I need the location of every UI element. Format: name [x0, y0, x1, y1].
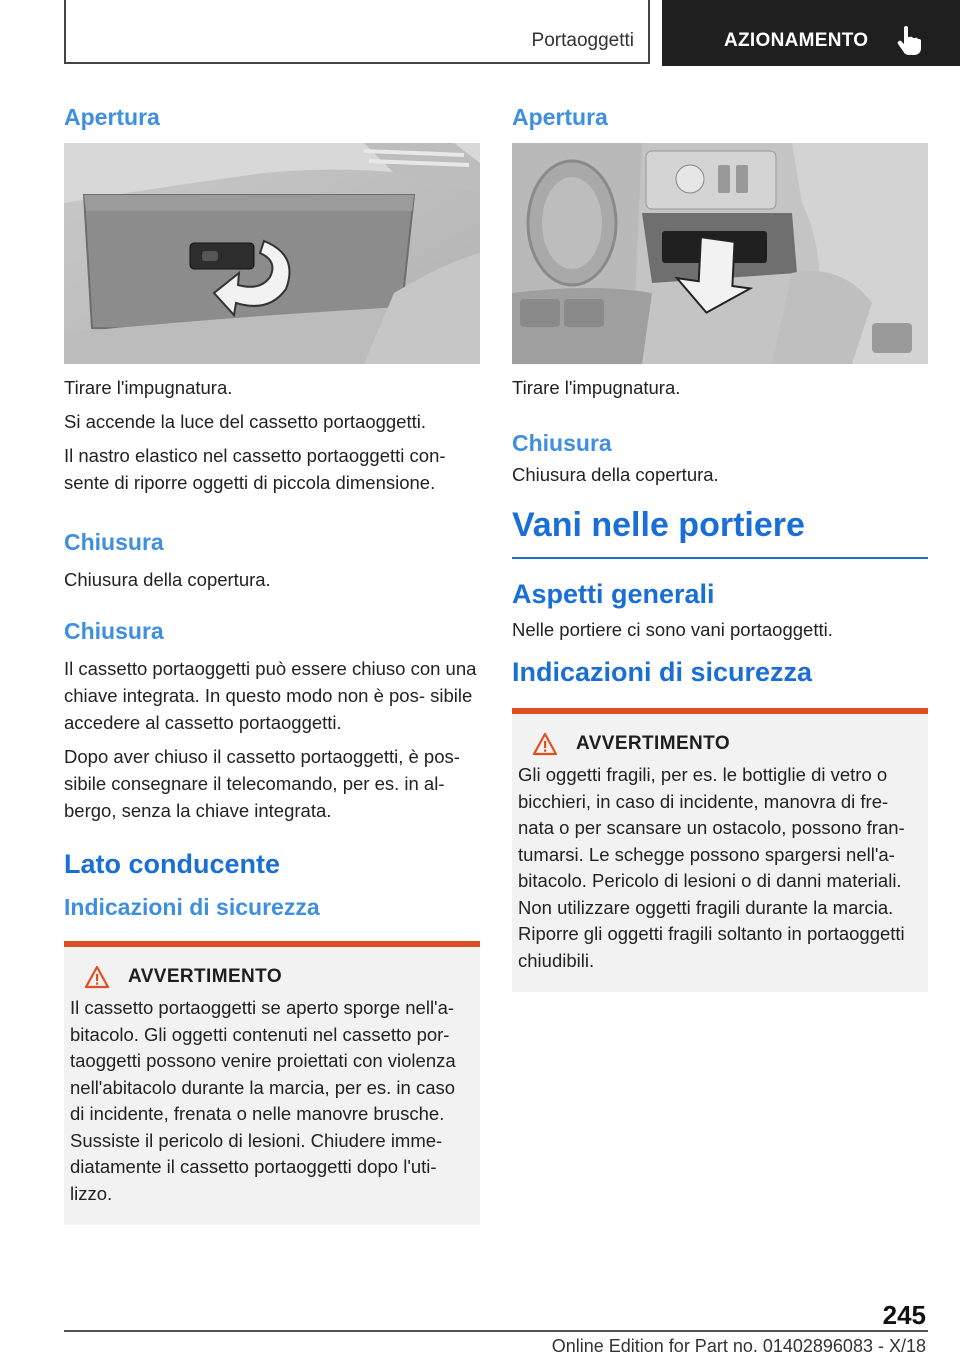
safety-heading-left: Indicazioni di sicurezza [64, 894, 320, 920]
closing-heading-right: Chiusura [512, 430, 612, 456]
opening-light-note: Si accende la luce del cassetto portaoggetti. [64, 411, 427, 432]
page-number: 245 [882, 1300, 926, 1330]
page-header [0, 0, 960, 66]
edition-note: Online Edition for Part no. 01402896083 - X/18 [551, 1336, 926, 1356]
driver-side-heading: Lato conducente [64, 849, 281, 879]
chapter-tab [662, 0, 960, 66]
opening-step: Tirare l'impugnatura. [64, 377, 233, 398]
closing-heading: Chiusura [64, 529, 164, 555]
opening-heading: Apertura [64, 104, 160, 130]
locking-paragraph-2: Dopo aver chiuso il cassetto portaoggetti, è pos- sibile consegnare il telecomando, per es. in al- bergo, senza la chiave integrata. [64, 746, 460, 821]
opening-step-right: Tirare l'impugnatura. [512, 377, 681, 398]
driver-compartment-illustration [512, 143, 928, 364]
warning-triangle-icon [84, 965, 110, 989]
warning-box-right [512, 708, 928, 992]
door-compartments-title: Vani nelle portiere [512, 506, 928, 559]
general-heading: Aspetti generali [512, 579, 715, 609]
general-paragraph: Nelle portiere ci sono vani portaoggetti. [512, 619, 833, 640]
left-column [64, 96, 480, 1225]
warning-triangle-icon [532, 732, 558, 756]
closing-step: Chiusura della copertura. [64, 569, 271, 590]
glovebox-handle-illustration [64, 143, 480, 364]
section-tab [64, 0, 650, 64]
warning-text-left: Il cassetto portaoggetti se aperto sporge nell'a- bitacolo. Gli oggetti contenuti nel cassetto por- taoggetti possono venire proiettati con violenza nell'abitacolo durante la marcia, per es. in caso di incidente, frenata o nelle manovre brusche. Sussiste il pericolo di lesioni. Chiudere imme- diatamente il cassetto portaoggetti dopo l'uti- lizzo. [70, 997, 456, 1204]
section-title: Portaoggetti [531, 30, 634, 51]
right-column [512, 96, 928, 992]
warning-title-right: AVVERTIMENTO [576, 733, 730, 754]
warning-text-right: Gli oggetti fragili, per es. le bottiglie di vetro o bicchieri, in caso di incidente, manovra di fre- nata o per scansare un ostacolo, possono fran- tumarsi. Le schegge possono spargersi nell'a- bitacolo. Pericolo di lesioni o di danni materiali. Non utilizzare oggetti fragili durante la marcia. Riporre gli oggetti fragili soltanto in portaoggetti chiudibili. [518, 764, 905, 971]
footer-divider [64, 1330, 928, 1332]
safety-heading-right: Indicazioni di sicurezza [512, 657, 813, 687]
opening-elastic-note: Il nastro elastico nel cassetto portaoggetti con- sente di riporre oggetti di piccola dimensione. [64, 445, 446, 493]
warning-box-left [64, 941, 480, 1225]
closing-step-right: Chiusura della copertura. [512, 464, 719, 485]
locking-paragraph-1: Il cassetto portaoggetti può essere chiuso con una chiave integrata. In questo modo non è pos- sibile accedere al cassetto portaoggetti. [64, 658, 477, 733]
locking-heading: Chiusura [64, 618, 164, 644]
chapter-title: AZIONAMENTO [724, 30, 869, 51]
hand-pointer-icon [892, 24, 924, 56]
page-footer [0, 1290, 960, 1362]
opening-heading-right: Apertura [512, 104, 608, 130]
warning-title-left: AVVERTIMENTO [128, 966, 282, 987]
